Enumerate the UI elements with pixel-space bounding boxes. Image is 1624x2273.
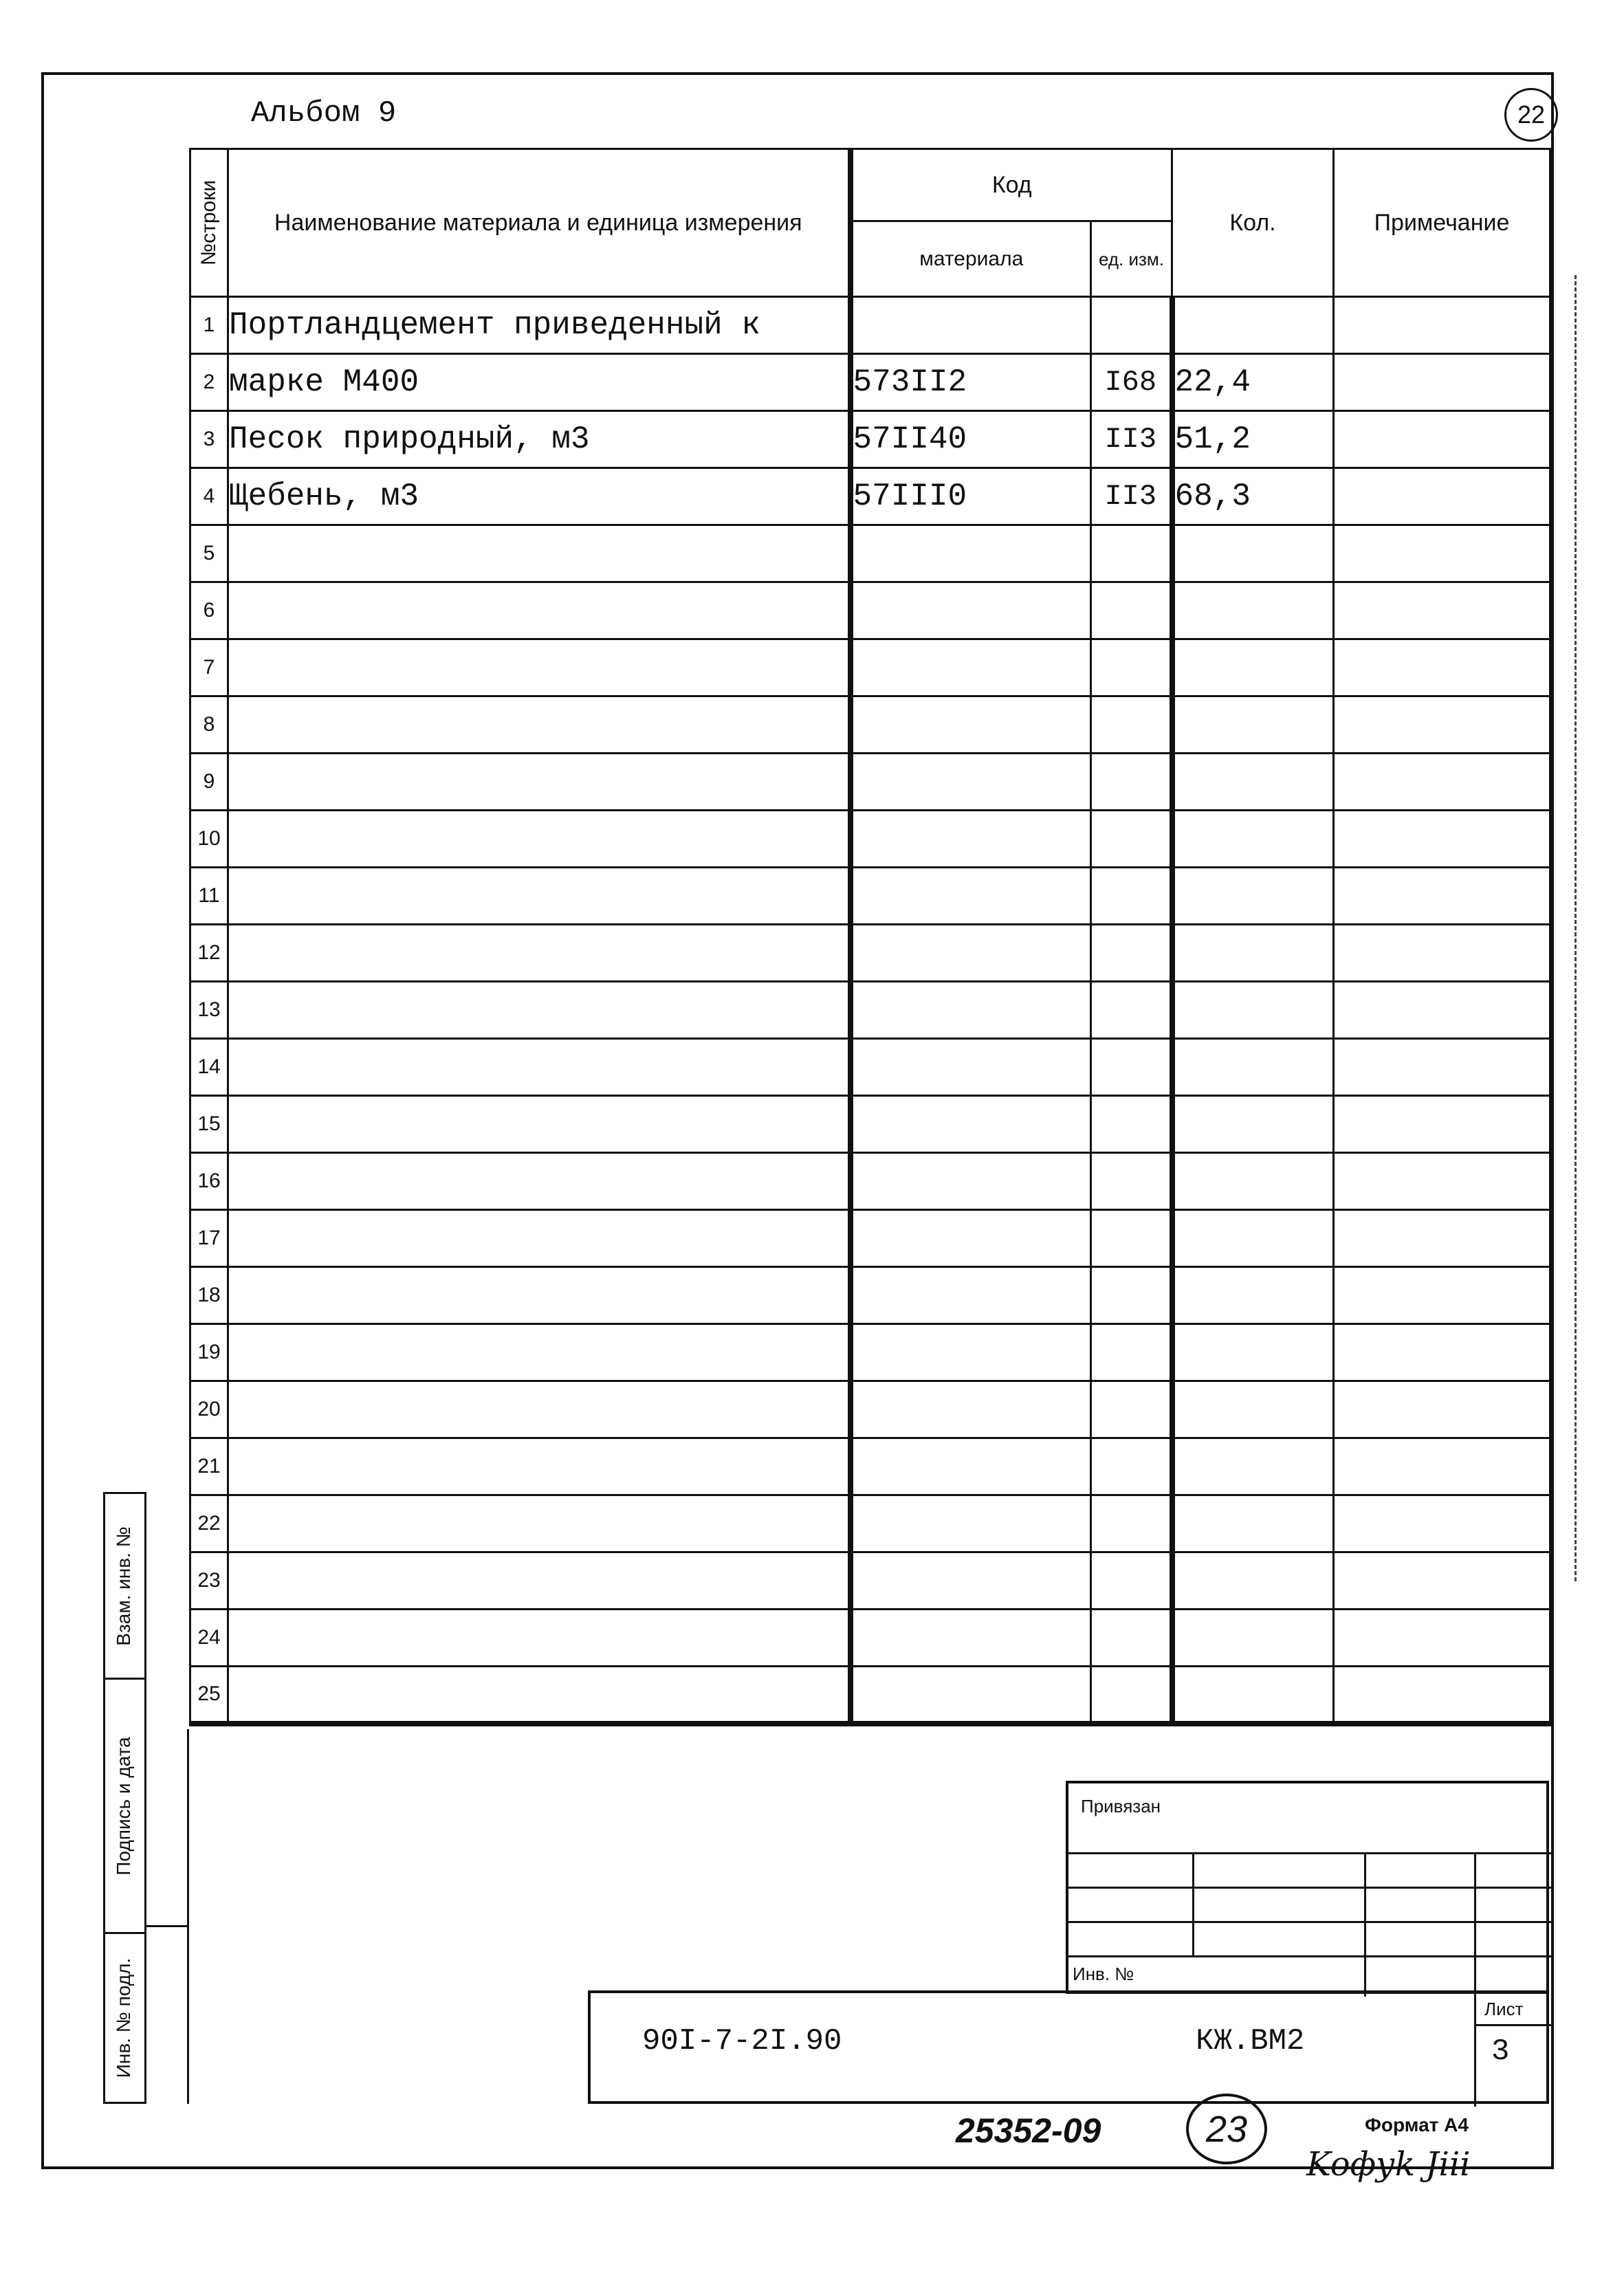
- document-mark: КЖ.ВМ2: [1196, 2024, 1305, 2058]
- table-row: [190, 297, 1550, 354]
- material-code-cell: [851, 754, 1091, 811]
- material-code-cell: [851, 925, 1091, 982]
- binding-inv-no: Инв. №: [1073, 1964, 1134, 1984]
- row-number-cell: 20: [190, 1381, 228, 1438]
- unit-code-cell: [1091, 811, 1172, 868]
- row-number-cell: 9: [190, 754, 228, 811]
- quantity-cell: [1172, 1438, 1334, 1495]
- material-name-cell: [228, 525, 851, 582]
- material-code-cell: [851, 982, 1091, 1039]
- row-number-cell: 16: [190, 1153, 228, 1210]
- material-name-cell: [228, 1153, 851, 1210]
- quantity-cell: [1172, 1381, 1334, 1438]
- unit-code-cell: [1091, 696, 1172, 754]
- note-cell: [1334, 1210, 1550, 1267]
- side-stamp-left-border: [103, 1492, 105, 2104]
- table-row: [190, 411, 1550, 468]
- unit-code-cell: [1091, 982, 1172, 1039]
- material-code-cell: [851, 1324, 1091, 1381]
- material-name-cell: [228, 925, 851, 982]
- material-name-cell: [228, 696, 851, 754]
- quantity-cell: [1172, 639, 1334, 696]
- quantity-cell: [1172, 868, 1334, 925]
- quantity-cell: [1172, 582, 1334, 639]
- quantity-cell: [1172, 1210, 1334, 1267]
- material-name-cell: [228, 982, 851, 1039]
- quantity-cell: [1172, 1552, 1334, 1610]
- note-cell: [1334, 1096, 1550, 1153]
- col-header-code: Код: [851, 149, 1172, 221]
- note-cell: [1334, 639, 1550, 696]
- note-cell: [1334, 354, 1550, 411]
- table-row: [190, 868, 1550, 925]
- circled-number: 23: [1186, 2094, 1267, 2164]
- table-row: [190, 982, 1550, 1039]
- binding-label: Привязан: [1081, 1796, 1161, 1816]
- unit-code-cell: [1091, 582, 1172, 639]
- table-row: [190, 811, 1550, 868]
- quantity-cell: [1172, 811, 1334, 868]
- row-number-cell: 18: [190, 1267, 228, 1324]
- table-row: [190, 468, 1550, 525]
- material-code-cell: [851, 1210, 1091, 1267]
- table-row: [190, 1210, 1550, 1267]
- material-name-cell: [228, 1610, 851, 1667]
- row-number-cell: 19: [190, 1324, 228, 1381]
- note-cell: [1334, 468, 1550, 525]
- row-number-cell: 1: [190, 297, 228, 354]
- unit-code-cell: [1091, 297, 1172, 354]
- row-number-cell: 15: [190, 1096, 228, 1153]
- material-code-cell: [851, 1096, 1091, 1153]
- left-margin-line: [187, 1729, 189, 2104]
- table-row: [190, 1267, 1550, 1324]
- material-name-cell: [228, 1210, 851, 1267]
- quantity-cell: [1172, 297, 1334, 354]
- table-row: [190, 1667, 1550, 1724]
- material-name-cell: [228, 1381, 851, 1438]
- row-number-cell: 2: [190, 354, 228, 411]
- material-name-cell: [228, 868, 851, 925]
- material-code-cell: [851, 1381, 1091, 1438]
- table-row: [190, 1324, 1550, 1381]
- table-row: [190, 354, 1550, 411]
- material-name-cell: Портландцемент приведенный к: [228, 297, 851, 354]
- material-code-cell: [851, 1153, 1091, 1210]
- material-code-cell: [851, 1495, 1091, 1552]
- note-cell: [1334, 1438, 1550, 1495]
- album-title: Альбом 9: [251, 96, 397, 131]
- quantity-cell: [1172, 1153, 1334, 1210]
- table-row: [190, 1495, 1550, 1552]
- material-name-cell: Песок природный, м3: [228, 411, 851, 468]
- registration-number: 25352-09: [956, 2111, 1101, 2150]
- quantity-cell: [1172, 754, 1334, 811]
- material-name-cell: [228, 1096, 851, 1153]
- unit-code-cell: II3: [1091, 411, 1172, 468]
- quantity-cell: 51,2: [1172, 411, 1334, 468]
- sheet-number: 3: [1491, 2034, 1510, 2069]
- unit-code-cell: [1091, 1267, 1172, 1324]
- project-number: 90I-7-2I.90: [642, 2024, 842, 2058]
- table-row: [190, 1381, 1550, 1438]
- material-name-cell: [228, 639, 851, 696]
- col-header-name: Наименование материала и единица измерения: [228, 149, 851, 297]
- table-row: [190, 1153, 1550, 1210]
- material-code-cell: 57II40: [851, 411, 1091, 468]
- row-number-cell: 3: [190, 411, 228, 468]
- quantity-cell: [1172, 1096, 1334, 1153]
- material-code-cell: [851, 1552, 1091, 1610]
- col-header-row-no: №строки: [190, 149, 228, 297]
- side-field-sign-date: Подпись и дата: [103, 1678, 144, 1932]
- table-row: [190, 754, 1550, 811]
- side-field-inv-replace: Взам. инв. №: [103, 1492, 144, 1678]
- quantity-cell: [1172, 982, 1334, 1039]
- quantity-cell: [1172, 1495, 1334, 1552]
- unit-code-cell: [1091, 525, 1172, 582]
- note-cell: [1334, 411, 1550, 468]
- unit-code-cell: [1091, 868, 1172, 925]
- unit-code-cell: [1091, 1438, 1172, 1495]
- unit-code-cell: [1091, 1495, 1172, 1552]
- table-row: [190, 1039, 1550, 1096]
- note-cell: [1334, 1267, 1550, 1324]
- row-number-cell: 11: [190, 868, 228, 925]
- material-code-cell: 57III0: [851, 468, 1091, 525]
- quantity-cell: [1172, 1267, 1334, 1324]
- material-code-cell: [851, 811, 1091, 868]
- row-number-cell: 10: [190, 811, 228, 868]
- note-cell: [1334, 1381, 1550, 1438]
- note-cell: [1334, 1495, 1550, 1552]
- note-cell: [1334, 868, 1550, 925]
- table-row: [190, 639, 1550, 696]
- unit-code-cell: [1091, 1667, 1172, 1724]
- material-name-cell: Щебень, м3: [228, 468, 851, 525]
- unit-code-cell: [1091, 754, 1172, 811]
- row-number-cell: 5: [190, 525, 228, 582]
- quantity-cell: [1172, 1324, 1334, 1381]
- material-code-cell: [851, 1267, 1091, 1324]
- material-code-cell: [851, 297, 1091, 354]
- quantity-cell: 22,4: [1172, 354, 1334, 411]
- material-name-cell: [228, 1324, 851, 1381]
- row-number-cell: 8: [190, 696, 228, 754]
- quantity-cell: [1172, 525, 1334, 582]
- unit-code-cell: [1091, 1039, 1172, 1096]
- unit-code-cell: [1091, 1153, 1172, 1210]
- unit-code-cell: [1091, 1096, 1172, 1153]
- title-block: [588, 1990, 1549, 2104]
- note-cell: [1334, 811, 1550, 868]
- row-number-cell: 17: [190, 1210, 228, 1267]
- note-cell: [1334, 925, 1550, 982]
- row-number-cell: 6: [190, 582, 228, 639]
- row-number-cell: 14: [190, 1039, 228, 1096]
- row-number-cell: 12: [190, 925, 228, 982]
- sheet-label: Лист: [1484, 1999, 1524, 2019]
- material-name-cell: [228, 1267, 851, 1324]
- note-cell: [1334, 1667, 1550, 1724]
- note-cell: [1334, 582, 1550, 639]
- note-cell: [1334, 1610, 1550, 1667]
- material-code-cell: [851, 639, 1091, 696]
- quantity-cell: [1172, 696, 1334, 754]
- note-cell: [1334, 754, 1550, 811]
- table-row: [190, 525, 1550, 582]
- col-header-qty: Кол.: [1172, 149, 1334, 297]
- material-name-cell: [228, 1495, 851, 1552]
- row-number-cell: 7: [190, 639, 228, 696]
- quantity-cell: [1172, 1667, 1334, 1724]
- material-code-cell: [851, 1667, 1091, 1724]
- quantity-cell: [1172, 1039, 1334, 1096]
- material-code-cell: [851, 1438, 1091, 1495]
- material-code-cell: [851, 1039, 1091, 1096]
- handwritten-signature: Koфуk Jiii: [1306, 2145, 1471, 2184]
- col-header-material: материала: [851, 221, 1091, 297]
- note-cell: [1334, 696, 1550, 754]
- table-row: [190, 1096, 1550, 1153]
- unit-code-cell: [1091, 639, 1172, 696]
- quantity-cell: [1172, 925, 1334, 982]
- material-name-cell: [228, 582, 851, 639]
- material-name-cell: [228, 1667, 851, 1724]
- scan-edge-line: [1574, 275, 1577, 1581]
- table-row: [190, 925, 1550, 982]
- row-number-cell: 22: [190, 1495, 228, 1552]
- row-number-cell: 25: [190, 1667, 228, 1724]
- unit-code-cell: [1091, 1381, 1172, 1438]
- sheet-circle-number: 22: [1504, 88, 1558, 142]
- note-cell: [1334, 982, 1550, 1039]
- material-name-cell: [228, 1552, 851, 1610]
- material-code-cell: [851, 582, 1091, 639]
- note-cell: [1334, 1324, 1550, 1381]
- col-header-unit: ед. изм.: [1091, 221, 1172, 297]
- material-name-cell: [228, 1039, 851, 1096]
- row-number-cell: 13: [190, 982, 228, 1039]
- note-cell: [1334, 525, 1550, 582]
- unit-code-cell: [1091, 1610, 1172, 1667]
- unit-code-cell: [1091, 1552, 1172, 1610]
- materials-table: [189, 148, 1551, 1726]
- side-field-inv-orig: Инв. № подл.: [103, 1932, 144, 2104]
- note-cell: [1334, 297, 1550, 354]
- unit-code-cell: II3: [1091, 468, 1172, 525]
- material-name-cell: [228, 811, 851, 868]
- note-cell: [1334, 1552, 1550, 1610]
- material-code-cell: 573II2: [851, 354, 1091, 411]
- table-row: [190, 1552, 1550, 1610]
- material-code-cell: [851, 868, 1091, 925]
- binding-block: [1066, 1781, 1549, 1994]
- unit-code-cell: [1091, 1210, 1172, 1267]
- quantity-cell: 68,3: [1172, 468, 1334, 525]
- quantity-cell: [1172, 1610, 1334, 1667]
- format-label: Формат А4: [1365, 2114, 1469, 2135]
- row-number-cell: 23: [190, 1552, 228, 1610]
- unit-code-cell: I68: [1091, 354, 1172, 411]
- side-stamp-tick: [144, 1925, 189, 1927]
- row-number-cell: 21: [190, 1438, 228, 1495]
- material-name-cell: марке М400: [228, 354, 851, 411]
- material-code-cell: [851, 696, 1091, 754]
- unit-code-cell: [1091, 925, 1172, 982]
- unit-code-cell: [1091, 1324, 1172, 1381]
- note-cell: [1334, 1039, 1550, 1096]
- material-name-cell: [228, 1438, 851, 1495]
- col-header-note: Примечание: [1334, 149, 1550, 297]
- material-code-cell: [851, 1610, 1091, 1667]
- table-row: [190, 696, 1550, 754]
- row-number-cell: 4: [190, 468, 228, 525]
- table-row: [190, 582, 1550, 639]
- material-code-cell: [851, 525, 1091, 582]
- table-row: [190, 1610, 1550, 1667]
- material-name-cell: [228, 754, 851, 811]
- table-row: [190, 1438, 1550, 1495]
- row-number-cell: 24: [190, 1610, 228, 1667]
- note-cell: [1334, 1153, 1550, 1210]
- side-stamp-divider: [144, 1492, 146, 2104]
